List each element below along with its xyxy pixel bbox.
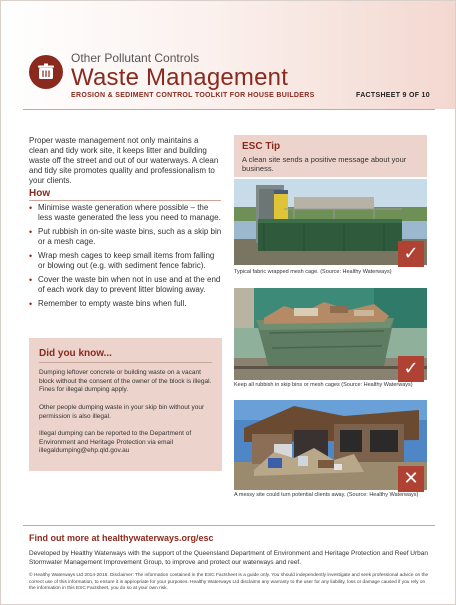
list-item: • Minimise waste generation where possible – the less waste generated the less you need to manage. — [29, 203, 223, 223]
list-item: • Remember to empty waste bins when full. — [29, 299, 223, 309]
did-you-know-paragraph: Illegal dumping can be reported to the Department of Environment and Heritage Protection via email illegaldumping@ehp.qld.gov.au — [39, 430, 192, 454]
tick-icon: ✓ — [398, 241, 424, 267]
photo-caption: A messy site could turn potential clients away. (Source: Healthy Waterways) — [234, 492, 419, 498]
toolkit-subtitle: EROSION & SEDIMENT CONTROL TOOLKIT FOR HOUSE BUILDERS — [71, 92, 315, 99]
section-kicker: Other Pollutant Controls — [71, 51, 200, 65]
photo-caption: Typical fabric wrapped mesh cage. (Source: Healthy Waterways) — [234, 269, 392, 275]
footer-divider — [23, 525, 435, 526]
esc-tip-text: A clean site sends a positive message about your business. — [242, 155, 407, 173]
header-divider — [23, 109, 435, 110]
did-you-know-divider — [39, 362, 212, 363]
did-you-know-paragraph: Other people dumping waste in your skip bin without your permission is also illegal. — [39, 404, 205, 420]
intro-paragraph: Proper waste management not only maintains a clean and tidy work site, it keeps litter and building waste off the street and out of our waterways. A clean and tidy site promotes quality and professionalism to your clients. — [29, 136, 219, 185]
how-divider — [29, 200, 221, 201]
did-you-know-heading: Did you know... — [39, 348, 112, 359]
factsheet-number: FACTSHEET 9 OF 10 — [356, 92, 430, 99]
how-heading: How — [29, 188, 51, 199]
how-list — [29, 203, 223, 313]
developed-by-text: Developed by Healthy Waterways with the support of the Queensland Department of Environment and Heritage Protection and Reef Urban Stormwater Management Improvement Group, to improve and protect our waterways and reef. — [29, 550, 429, 566]
photo-caption: Keep all rubbish in skip bins or mesh cages (Source: Healthy Waterways) — [234, 382, 413, 388]
cross-icon: ✕ — [398, 466, 424, 492]
disclaimer-text: © Healthy Waterways Ltd 2014-2015. Disclaimer: The information contained in the ESC Factsheet is a guide only. You should independently investigate and seek professional advice on the correct use of this information, to ensure it is appropriate for your purposes. Healthy Waterways Ltd disclaims any warranty to the user for any liability, loss or damage caused if you rely on the information in this ESC Factsheet, you do so at your own risk. — [29, 573, 429, 591]
list-item: • Wrap mesh cages to keep small items from falling or blowing out (e.g. with sediment fence fabric). — [29, 251, 223, 271]
did-you-know-box — [29, 338, 222, 471]
list-item: • Cover the waste bin when not in use and at the end of each work day to prevent litter blowing away. — [29, 275, 223, 295]
esc-tip-box — [234, 135, 427, 177]
list-item: • Put rubbish in on-site waste bins, such as a skip bin or a mesh cage. — [29, 227, 223, 247]
tick-icon: ✓ — [398, 356, 424, 382]
page-title: Waste Management — [71, 64, 289, 91]
did-you-know-paragraph: Dumping leftover concrete or building waste on a vacant block without the consent of the owner of the block is illegal. Fines for illegal dumping apply. — [39, 369, 212, 393]
esc-tip-heading: ESC Tip — [242, 141, 281, 152]
find-out-more-link[interactable]: Find out more at healthywaterways.org/esc — [29, 533, 214, 543]
waste-bin-icon — [29, 55, 63, 89]
header-band — [1, 1, 455, 109]
